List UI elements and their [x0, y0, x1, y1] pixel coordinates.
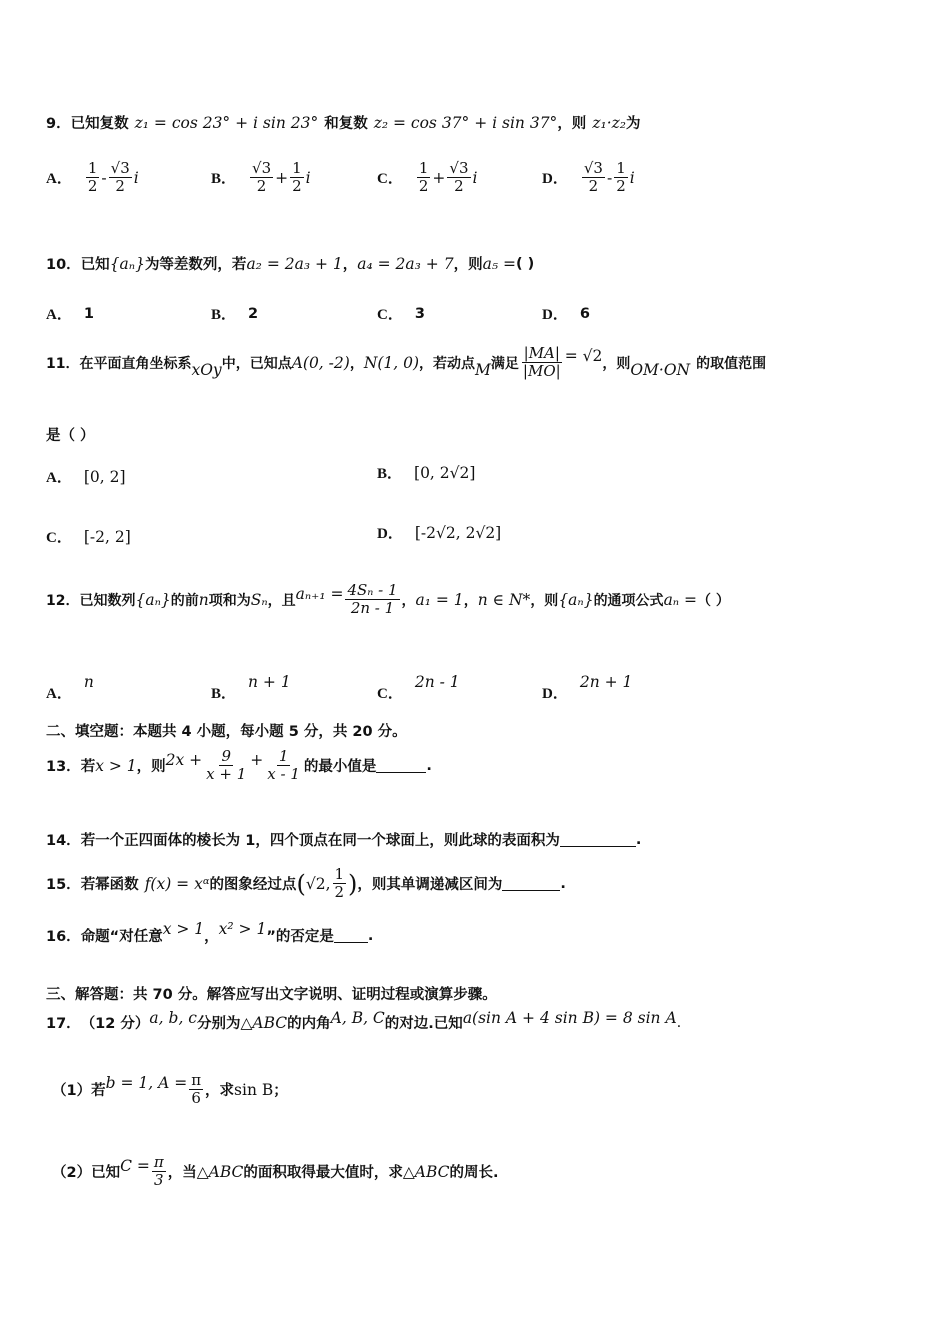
q11-text-1: 在平面直角坐标系 [79, 355, 192, 372]
q13-term-1: 2x + [165, 750, 203, 769]
q17-angles: A, B, C [330, 1008, 385, 1027]
q15-text-3: ，则其单调递减区间为 [357, 877, 503, 894]
q12-sn: Sₙ [250, 590, 268, 609]
frac-den: x + 1 [206, 765, 247, 784]
frac-den: 2 [87, 177, 98, 196]
q12-comma: ， [401, 592, 416, 609]
q17-part-1 [52, 1072, 920, 1108]
q17-number: 17． [46, 1016, 81, 1032]
q13-end: . [426, 757, 432, 774]
q11-comma: ， [349, 355, 364, 372]
operator: + [432, 168, 446, 187]
option-text: 2 [248, 305, 259, 322]
q11-option-a[interactable] [46, 466, 126, 487]
option-text: [0, 2] [83, 467, 126, 486]
option-text: n + 1 [248, 672, 291, 691]
option-text: 2n + 1 [579, 672, 633, 691]
q16-number: 16． [46, 929, 81, 945]
q13-text-1: 若 [80, 759, 96, 776]
frac-den: 3 [154, 1171, 164, 1190]
option-label: B． [211, 307, 237, 323]
frac-num: 1 [87, 159, 98, 177]
q12-a1: a₁ = 1 [415, 590, 464, 609]
question-17 [46, 1008, 920, 1033]
section-2-heading [46, 720, 920, 741]
q13-number: 13． [46, 759, 81, 776]
q17-p2-label: （2）已知 [52, 1165, 121, 1182]
q17-p1-condition: b = 1, A = [105, 1073, 188, 1092]
q12-n-domain: n ∈ N* [477, 590, 531, 609]
section-2-title: 二、填空题：本题共 4 小题，每小题 5 分，共 20 分。 [46, 724, 407, 740]
q16-condition-2: x² > 1 [218, 919, 267, 938]
q11-point-a: A(0, -2) [291, 353, 350, 372]
frac-den: 2 [115, 177, 125, 196]
q17-p2-text-1: ，当 [167, 1165, 197, 1182]
q17-condition: a(sin A + 4 sin B) = 8 sin A [462, 1008, 677, 1027]
option-label: C． [377, 171, 403, 188]
q12-sequence: {aₙ} [135, 590, 171, 609]
q10-comma: ， [342, 257, 358, 273]
q15-text-1: 若幂函数 [80, 877, 139, 894]
frac-num: |MA| [523, 344, 560, 362]
q17-p2-condition: C = [120, 1156, 150, 1175]
q12-answer-paren: （ ） [697, 592, 730, 609]
q11-number: 11． [46, 355, 80, 372]
q12-n: n [198, 590, 209, 609]
q12-text-5: ，则 [530, 592, 559, 609]
operator: - [606, 168, 613, 187]
q9-option-a[interactable] [46, 160, 139, 196]
q17-p1-target: sin B [234, 1080, 274, 1099]
q12-option-b[interactable] [211, 660, 291, 703]
question-12 [46, 582, 920, 618]
q12-number: 12． [46, 592, 80, 609]
frac-den: 2 [292, 177, 302, 196]
option-label: C． [377, 307, 403, 323]
q10-option-b[interactable] [211, 303, 258, 324]
q11-text-5: ，则 [602, 355, 631, 372]
q11-dot-product: OM·ON [630, 360, 691, 379]
option-text: [-2√2, 2√2] [414, 523, 502, 542]
section-3-title: 三、解答题：共 70 分。解答应写出文字说明、证明过程或演算步骤。 [46, 987, 497, 1003]
q9-text-4: 为 [626, 116, 641, 132]
q11-option-d[interactable] [377, 522, 501, 543]
q17-p2-text-3: 的周长. [449, 1165, 499, 1182]
q10-option-c[interactable] [377, 303, 425, 324]
frac-num: 1 [334, 865, 345, 883]
frac-num: 1 [278, 747, 289, 765]
q9-text-3: ，则 [557, 116, 587, 132]
q15-end: . [560, 875, 566, 892]
q11-point-n: N(1, 0) [363, 353, 420, 372]
q12-text-1: 已知数列 [79, 592, 136, 609]
frac-num: 1 [418, 159, 429, 177]
q13-text-3: 的最小值是 [303, 759, 377, 776]
q15-text-2: 的图象经过点 [209, 877, 297, 894]
q12-text-6: 的通项公式 [593, 592, 664, 609]
option-label: C． [46, 530, 72, 546]
q12-comma: ， [463, 592, 478, 609]
frac-den: 6 [191, 1089, 201, 1108]
q11-option-c[interactable] [46, 526, 131, 547]
question-16 [46, 919, 920, 946]
q17-p2-triangle-2: △ABC [402, 1162, 450, 1181]
question-15 [46, 866, 920, 902]
option-text: [-2, 2] [83, 527, 131, 546]
imag-unit: i [133, 168, 139, 187]
q17-p1-text: ，求 [205, 1083, 235, 1100]
q10-sequence: {aₙ} [109, 254, 145, 273]
q17-p2-text-2: 的面积取得最大值时，求 [243, 1165, 403, 1182]
option-label: B． [211, 171, 237, 188]
frac-den: 2 [334, 883, 345, 902]
q16-text-1: 命题“对任意 [80, 929, 163, 945]
frac-num: π [191, 1071, 202, 1089]
option-label: D． [377, 526, 403, 542]
q17-score: （12 分） [80, 1016, 150, 1032]
option-text: 6 [579, 305, 590, 322]
q15-point-comma: , [325, 874, 331, 893]
q15-number: 15． [46, 877, 81, 894]
q11-text-4: 满足 [490, 355, 519, 372]
q15-function: f(x) = xᵅ [144, 874, 210, 893]
q9-option-c[interactable] [377, 160, 477, 196]
q10-option-d[interactable] [542, 303, 590, 324]
frac-num: 1 [616, 159, 626, 177]
frac-den: 2 [616, 177, 626, 196]
q14-answer-blank[interactable] [560, 832, 636, 847]
q10-option-a[interactable] [46, 303, 94, 324]
q17-text-1: 分别为 [196, 1016, 241, 1032]
frac-num: 1 [292, 159, 302, 177]
q12-option-a[interactable] [46, 660, 94, 703]
q15-point-x: √2 [305, 874, 326, 893]
q11-text-6: 的取值范围 [696, 355, 767, 372]
q9-z1: z₁ = cos 23° + i sin 23° [134, 113, 319, 132]
q9-product: z₁·z₂ [592, 113, 626, 132]
q10-a5: a₅ = [482, 254, 516, 273]
q15-answer-blank[interactable] [502, 876, 560, 891]
option-label: A． [46, 686, 72, 702]
q11-option-b[interactable] [377, 462, 475, 483]
frac-den: |MO| [522, 362, 561, 381]
q9-number: 9． [46, 116, 71, 132]
frac-den: 2n - 1 [350, 599, 395, 618]
option-label: D． [542, 307, 568, 323]
operator: - [101, 168, 107, 187]
frac-den: 2 [418, 177, 429, 196]
q14-number: 14． [46, 833, 81, 849]
option-label: B． [377, 466, 403, 482]
operator: + [250, 750, 264, 769]
option-label: A． [46, 470, 72, 486]
q16-text-2: ”的否定是 [266, 929, 334, 945]
frac-num: √3 [252, 159, 272, 177]
q17-text-3: 的对边.已知 [384, 1016, 463, 1032]
q11-ratio-value: = √2 [564, 346, 603, 365]
q17-sides: a, b, c [149, 1008, 197, 1027]
q11-text-2: 中，已知点 [221, 355, 292, 372]
q16-answer-blank[interactable] [334, 928, 368, 943]
section-3-heading [46, 983, 920, 1004]
question-11-cont [46, 424, 920, 445]
frac-num: 4Sₙ - 1 [347, 581, 398, 599]
question-9 [46, 112, 920, 133]
q10-equation-1: a₂ = 2a₃ + 1 [246, 254, 343, 273]
frac-num: 9 [221, 747, 231, 765]
q13-answer-blank[interactable] [376, 758, 426, 773]
q12-text-2: 的前 [170, 592, 199, 609]
q11-coord-system: xOy [191, 360, 222, 379]
q12-recurrence-lhs: aₙ₊₁ = [295, 584, 344, 603]
option-label: B． [211, 686, 237, 702]
q14-end: . [635, 831, 642, 848]
imag-unit: i [472, 168, 478, 187]
option-label: D． [542, 686, 568, 702]
left-paren: ( [296, 869, 306, 898]
q9-text-2: 和复数 [324, 116, 368, 132]
q11-text-7: 是（ ） [46, 428, 95, 444]
q9-option-b[interactable] [211, 160, 311, 196]
q10-number: 10． [46, 257, 81, 273]
q12-sequence-2: {aₙ} [558, 590, 594, 609]
frac-den: 2 [454, 177, 464, 196]
operator: + [275, 168, 289, 187]
q12-text-3: 项和为 [208, 592, 251, 609]
q10-text-1: 已知 [80, 257, 110, 273]
option-text: n [83, 672, 94, 691]
q9-text-1: 已知复数 [70, 116, 129, 132]
frac-num: √3 [110, 159, 130, 177]
option-label: A． [46, 171, 72, 188]
frac-den: 2 [256, 177, 267, 196]
q11-text-3: ，若动点 [419, 355, 476, 372]
q10-text-2: 为等差数列，若 [144, 257, 247, 273]
q11-point-m: M [475, 360, 491, 379]
q17-text-2: 的内角 [287, 1016, 331, 1032]
q17-p1-end: ； [273, 1083, 288, 1100]
q12-option-d[interactable] [542, 660, 632, 703]
right-paren: ) [348, 869, 358, 898]
option-label: D． [542, 171, 568, 188]
frac-num: π [153, 1153, 164, 1171]
q10-answer-paren: ( ) [515, 255, 535, 272]
q17-p1-label: （1）若 [52, 1083, 106, 1100]
q14-text: 若一个正四面体的棱长为 1，四个顶点在同一个球面上，则此球的表面积为 [80, 833, 560, 849]
q17-triangle: △ABC [240, 1013, 288, 1032]
question-10 [46, 253, 920, 274]
option-text: 2n - 1 [414, 672, 460, 691]
frac-num: √3 [449, 159, 469, 177]
frac-den: x - 1 [267, 765, 300, 784]
q13-condition: x > 1 [95, 756, 137, 775]
option-text: 3 [414, 305, 425, 322]
q10-text-3: ，则 [453, 257, 483, 273]
option-label: A． [46, 307, 72, 323]
question-14 [46, 829, 920, 850]
q16-condition-1: x > 1 [162, 919, 205, 938]
q9-option-d[interactable] [542, 160, 635, 196]
q16-end: . [367, 927, 374, 944]
q9-z2: z₂ = cos 37° + i sin 37° [373, 113, 558, 132]
q16-comma: ， [204, 929, 219, 945]
option-text: 1 [83, 305, 94, 322]
option-label: C． [377, 686, 403, 702]
q13-text-2: ，则 [136, 759, 166, 776]
q17-end: . [676, 1014, 682, 1031]
q17-p2-triangle: △ABC [196, 1162, 244, 1181]
q12-an: aₙ = [663, 590, 697, 609]
q12-text-4: ，且 [267, 592, 296, 609]
question-13 [46, 748, 920, 784]
imag-unit: i [305, 168, 311, 187]
q12-option-c[interactable] [377, 660, 460, 703]
imag-unit: i [629, 168, 635, 187]
frac-num: √3 [583, 159, 603, 177]
frac-den: 2 [588, 177, 599, 196]
question-11 [46, 345, 920, 381]
q10-equation-2: a₄ = 2a₃ + 7 [357, 254, 454, 273]
q17-part-2 [52, 1154, 920, 1190]
option-text: [0, 2√2] [414, 463, 476, 482]
